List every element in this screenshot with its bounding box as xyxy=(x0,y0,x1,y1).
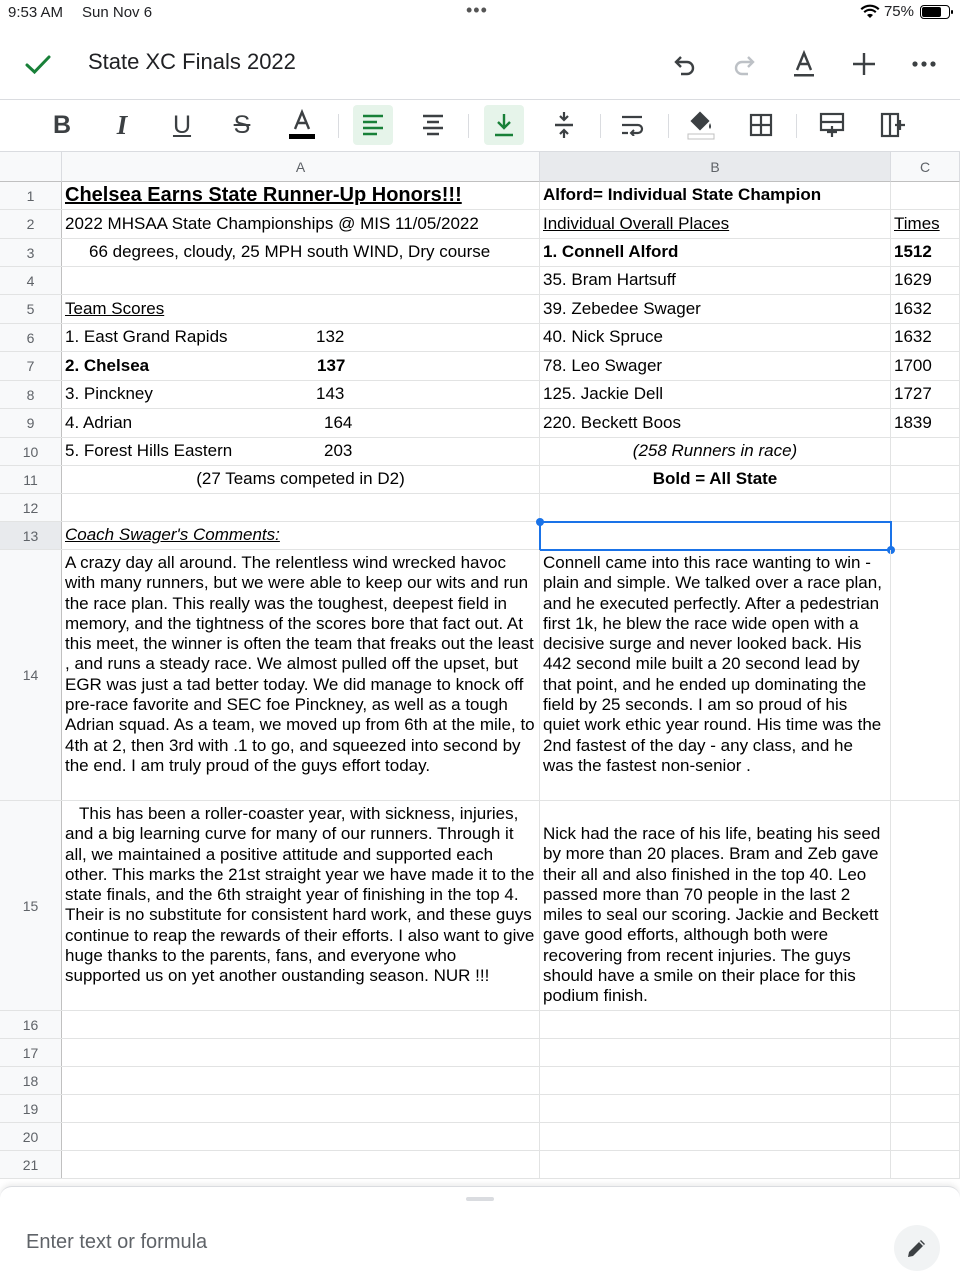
cell-b[interactable] xyxy=(540,494,891,521)
cell-c[interactable] xyxy=(891,1067,960,1094)
cell-a[interactable] xyxy=(62,295,540,323)
cell-text: Coach Swager's Comments: xyxy=(65,525,280,545)
cell-a[interactable] xyxy=(62,182,540,209)
cell-b[interactable] xyxy=(540,267,891,294)
row-header[interactable]: 11 xyxy=(0,466,62,493)
cell-a[interactable] xyxy=(62,438,540,465)
selected-cell-b13[interactable] xyxy=(539,521,892,551)
cell-a[interactable] xyxy=(62,1067,540,1094)
drag-handle[interactable] xyxy=(466,1197,494,1201)
cell-b[interactable] xyxy=(540,352,891,380)
row-header[interactable]: 3 xyxy=(0,239,62,266)
cell-c[interactable] xyxy=(891,352,960,380)
column-header-a[interactable]: A xyxy=(62,152,540,182)
cell-b[interactable] xyxy=(540,1123,891,1150)
toolbar-divider xyxy=(796,114,797,138)
cell-c[interactable] xyxy=(891,182,960,209)
cell-text: (258 Runners in race) xyxy=(632,441,798,461)
cell-text: 39. Zebedee Swager xyxy=(543,298,701,318)
sheet-row xyxy=(0,494,960,522)
bold-icon[interactable]: B xyxy=(52,110,72,139)
wrap-text-icon[interactable] xyxy=(613,105,653,145)
insert-column-icon[interactable] xyxy=(873,105,913,145)
underline-icon[interactable]: U xyxy=(172,110,192,139)
cell-c[interactable] xyxy=(891,381,960,408)
cell-text: 125. Jackie Dell xyxy=(543,384,664,404)
cell-a[interactable] xyxy=(62,1151,540,1178)
row-header[interactable]: 2 xyxy=(0,210,62,238)
battery-percent: 75% xyxy=(883,3,914,20)
cell-b[interactable] xyxy=(540,409,891,437)
toolbar-divider xyxy=(600,114,601,138)
row-header[interactable]: 12 xyxy=(0,494,62,521)
cell-a[interactable] xyxy=(62,267,540,294)
toolbar-divider xyxy=(468,114,469,138)
done-check-icon[interactable] xyxy=(22,48,54,80)
battery-icon xyxy=(920,5,950,19)
spreadsheet-grid[interactable] xyxy=(0,152,960,1188)
row-header[interactable]: 21 xyxy=(0,1151,62,1178)
row-header[interactable]: 5 xyxy=(0,295,62,323)
column-header-b[interactable]: B xyxy=(540,152,891,182)
cell-b[interactable] xyxy=(540,239,891,266)
cell-text: 40. Nick Spruce xyxy=(543,327,663,347)
valign-bottom-icon[interactable] xyxy=(484,105,524,145)
sheet-row xyxy=(0,438,960,466)
document-title[interactable]: State XC Finals 2022 xyxy=(88,49,296,74)
cell-text: 1839 xyxy=(894,412,932,432)
cell-text: This has been a roller-coaster year, with sickness, injuries, and a big learning curve for many of our runners. Through it all, we maintained a positive attitude and supported each other. This marks the 21st straight year we have made it to the state finals, and the 6th straight year of finishing in the top 4. Their is no substitute for consistent hard work, and these guys continue to reap the rewards of their efforts. I also want to give huge thanks to the parents, fans, and everyone who supported us on yet another oustanding season. NUR !!! xyxy=(65,804,535,986)
row-header[interactable]: 8 xyxy=(0,381,62,408)
cell-text: 1. Connell Alford xyxy=(543,242,679,262)
cell-a[interactable] xyxy=(62,210,540,238)
cell-b[interactable] xyxy=(540,550,891,800)
toolbar-divider xyxy=(668,114,669,138)
edit-pencil-icon[interactable] xyxy=(894,1225,940,1271)
team-name: 1. East Grand Rapids xyxy=(65,327,228,347)
cell-text: Bold = All State xyxy=(652,469,778,489)
cell-a[interactable] xyxy=(62,409,540,437)
row-header[interactable]: 16 xyxy=(0,1011,62,1038)
cell-b[interactable] xyxy=(540,381,891,408)
sheet-row xyxy=(0,1095,960,1123)
cell-c[interactable] xyxy=(891,409,960,437)
cell-text: 35. Bram Hartsuff xyxy=(543,270,676,290)
sheet-row xyxy=(0,210,960,239)
team-name: 3. Pinckney xyxy=(65,384,153,404)
cell-b[interactable] xyxy=(540,1011,891,1038)
fill-color-icon[interactable] xyxy=(681,105,721,145)
row-header[interactable]: 1 xyxy=(0,182,62,209)
team-score: 137 xyxy=(317,355,346,375)
team-score: 203 xyxy=(324,441,353,461)
cell-c[interactable] xyxy=(891,1123,960,1150)
align-left-icon[interactable] xyxy=(353,105,393,145)
align-center-icon[interactable] xyxy=(413,105,453,145)
wifi-icon xyxy=(860,4,880,20)
multitask-dots-icon[interactable]: ••• xyxy=(466,0,488,20)
sheet-row xyxy=(0,1067,960,1095)
toolbar-divider xyxy=(338,114,339,138)
formula-input[interactable]: Enter text or formula xyxy=(26,1231,208,1253)
status-time: 9:53 AM xyxy=(8,4,64,21)
cell-text: 1632 xyxy=(894,298,932,318)
cell-text: Chelsea Earns State Runner-Up Honors!!! xyxy=(65,184,462,207)
status-date: Sun Nov 6 xyxy=(82,4,153,21)
text-color-icon[interactable] xyxy=(282,105,322,145)
cell-a[interactable] xyxy=(62,1039,540,1066)
row-header[interactable]: 20 xyxy=(0,1123,62,1150)
insert-row-icon[interactable] xyxy=(812,105,852,145)
cell-c[interactable] xyxy=(891,1151,960,1178)
cell-text: 78. Leo Swager xyxy=(543,355,663,375)
cell-c[interactable] xyxy=(891,239,960,266)
cell-c[interactable] xyxy=(891,210,960,238)
cell-c[interactable] xyxy=(891,801,960,1010)
team-score: 164 xyxy=(324,412,353,432)
sheet-row xyxy=(0,550,960,801)
sheet-row xyxy=(0,324,960,352)
cell-text: Nick had the race of his life, beating his seed by more than 20 places. Bram and Zeb gave their all and also finished in the top 40. Leo passed more than 70 people in the last 2 miles to seal our scoring. Jackie and Beckett gave good efforts, although both were recovering from recent injuries. The guys should have a smile on their place for this podium finish. xyxy=(543,824,881,1006)
row-header[interactable]: 18 xyxy=(0,1067,62,1094)
undo-icon[interactable] xyxy=(667,46,703,82)
italic-icon[interactable]: I xyxy=(116,109,128,140)
cell-b[interactable] xyxy=(540,295,891,323)
valign-middle-icon[interactable] xyxy=(544,105,584,145)
team-name: 5. Forest Hills Eastern xyxy=(65,441,233,461)
row-header[interactable]: 4 xyxy=(0,267,62,294)
cell-c[interactable] xyxy=(891,324,960,351)
team-name: 4. Adrian xyxy=(65,412,133,432)
cell-a[interactable] xyxy=(62,550,540,800)
cell-text: (27 Teams competed in D2) xyxy=(196,469,405,489)
sheet-row xyxy=(0,1151,960,1179)
sheet-row xyxy=(0,1011,960,1039)
sheet-row xyxy=(0,409,960,438)
cell-b[interactable] xyxy=(540,1095,891,1122)
cell-a[interactable] xyxy=(62,522,540,549)
row-header[interactable]: 9 xyxy=(0,409,62,437)
cell-text: 1629 xyxy=(894,270,932,290)
cell-b[interactable] xyxy=(540,210,891,238)
row-header[interactable]: 14 xyxy=(0,550,62,800)
sheet-row xyxy=(0,466,960,494)
cell-c[interactable] xyxy=(891,1039,960,1066)
team-score: 143 xyxy=(316,384,345,404)
cell-c[interactable] xyxy=(891,295,960,323)
redo-icon[interactable] xyxy=(726,46,762,82)
sheet-row xyxy=(0,267,960,295)
cell-a[interactable] xyxy=(62,1011,540,1038)
cell-a[interactable] xyxy=(62,494,540,521)
cell-text: 1632 xyxy=(894,327,932,347)
cell-b[interactable] xyxy=(540,801,891,1010)
cell-text: Team Scores xyxy=(65,298,165,318)
cell-b[interactable] xyxy=(540,466,891,493)
select-all-corner[interactable] xyxy=(0,152,62,182)
row-header[interactable]: 17 xyxy=(0,1039,62,1066)
formula-bar[interactable] xyxy=(0,1186,960,1280)
cell-c[interactable] xyxy=(891,550,960,800)
sheet-row xyxy=(0,801,960,1011)
row-header[interactable]: 10 xyxy=(0,438,62,465)
row-header[interactable]: 6 xyxy=(0,324,62,351)
cell-b[interactable] xyxy=(540,182,891,209)
cell-a[interactable] xyxy=(62,324,540,351)
cell-c[interactable] xyxy=(891,1095,960,1122)
strikethrough-icon[interactable]: S xyxy=(233,110,251,139)
cell-text: A crazy day all around. The relentless wind wrecked havoc with many runners, but we were able to keep our wits and run the race plan. This really was the toughest, deepest field in memory, and the tightness of the scores bore that fact out. At this meet, the winner is often the team that freaks out the least , and runs a steady race. We almost pulled off the upset, but EGR was just a tad better today. We did manage to knock off pre-race favorite and SEC foe Pinckney, as well as a tough Adrian squad. As a team, we moved up from 6th at the mile, to 4th at 2, then 3rd with .1 to go, and squeezed into second by the end. I am truly proud of the guys effort today. xyxy=(65,553,535,775)
sheet-row xyxy=(0,352,960,381)
sheet-row xyxy=(0,239,960,267)
cell-a[interactable] xyxy=(62,381,540,408)
cell-text: Alford= Individual State Champion xyxy=(543,185,822,205)
cell-b[interactable] xyxy=(540,438,891,465)
cell-c[interactable] xyxy=(891,1011,960,1038)
row-header[interactable]: 19 xyxy=(0,1095,62,1122)
cell-text: 66 degrees, cloudy, 25 MPH south WIND, Dry course xyxy=(89,242,491,262)
app-bar xyxy=(0,30,960,100)
cell-text: 2022 MHSAA State Championships @ MIS 11/05/2022 xyxy=(65,213,479,233)
team-score: 132 xyxy=(316,327,345,347)
sheet-row xyxy=(0,182,960,210)
selection-handle[interactable] xyxy=(536,518,544,526)
format-toolbar xyxy=(0,100,960,152)
text-format-icon[interactable] xyxy=(786,46,822,82)
cell-b[interactable] xyxy=(540,1151,891,1178)
borders-icon[interactable] xyxy=(741,105,781,145)
cell-a[interactable] xyxy=(62,352,540,380)
cell-a[interactable] xyxy=(62,239,540,266)
cell-a[interactable] xyxy=(62,1123,540,1150)
cell-a[interactable] xyxy=(62,801,540,1010)
cell-text: 1512 xyxy=(894,242,932,262)
status-bar xyxy=(0,0,960,30)
cell-b[interactable] xyxy=(540,324,891,351)
cell-c[interactable] xyxy=(891,522,960,549)
cell-c[interactable] xyxy=(891,466,960,493)
cell-a[interactable] xyxy=(62,466,540,493)
sheet-row xyxy=(0,295,960,324)
team-name: 2. Chelsea xyxy=(65,355,150,375)
insert-plus-icon[interactable] xyxy=(846,46,882,82)
cell-text: 1727 xyxy=(894,384,932,404)
sheet-row xyxy=(0,1039,960,1067)
cell-c[interactable] xyxy=(891,267,960,294)
cell-text: Individual Overall Places xyxy=(543,213,730,233)
column-header-c[interactable]: C xyxy=(891,152,960,182)
cell-b[interactable] xyxy=(540,1039,891,1066)
row-header[interactable]: 13 xyxy=(0,522,62,549)
row-header[interactable]: 7 xyxy=(0,352,62,380)
row-header[interactable]: 15 xyxy=(0,801,62,1010)
sheet-row xyxy=(0,381,960,409)
cell-text: 220. Beckett Boos xyxy=(543,412,681,432)
cell-b[interactable] xyxy=(540,1067,891,1094)
more-options-icon[interactable] xyxy=(906,46,942,82)
cell-text: Times xyxy=(894,213,940,233)
cell-c[interactable] xyxy=(891,494,960,521)
sheet-row xyxy=(0,1123,960,1151)
cell-text: Connell came into this race wanting to win - plain and simple. We talked over a race plan, and he executed perfectly. After a pedestrian first 1k, he blew the race wide open with a decisive surge and never looked back. His 442 second mile built a 20 second lead by that point, and he ended up dominating the field by 25 seconds. I am so proud of his quiet work ethic year round. His time was the 2nd fastest of the day - any class, and he was the fastest non-senior . xyxy=(543,553,882,775)
cell-text: 1700 xyxy=(894,355,932,375)
cell-c[interactable] xyxy=(891,438,960,465)
cell-a[interactable] xyxy=(62,1095,540,1122)
